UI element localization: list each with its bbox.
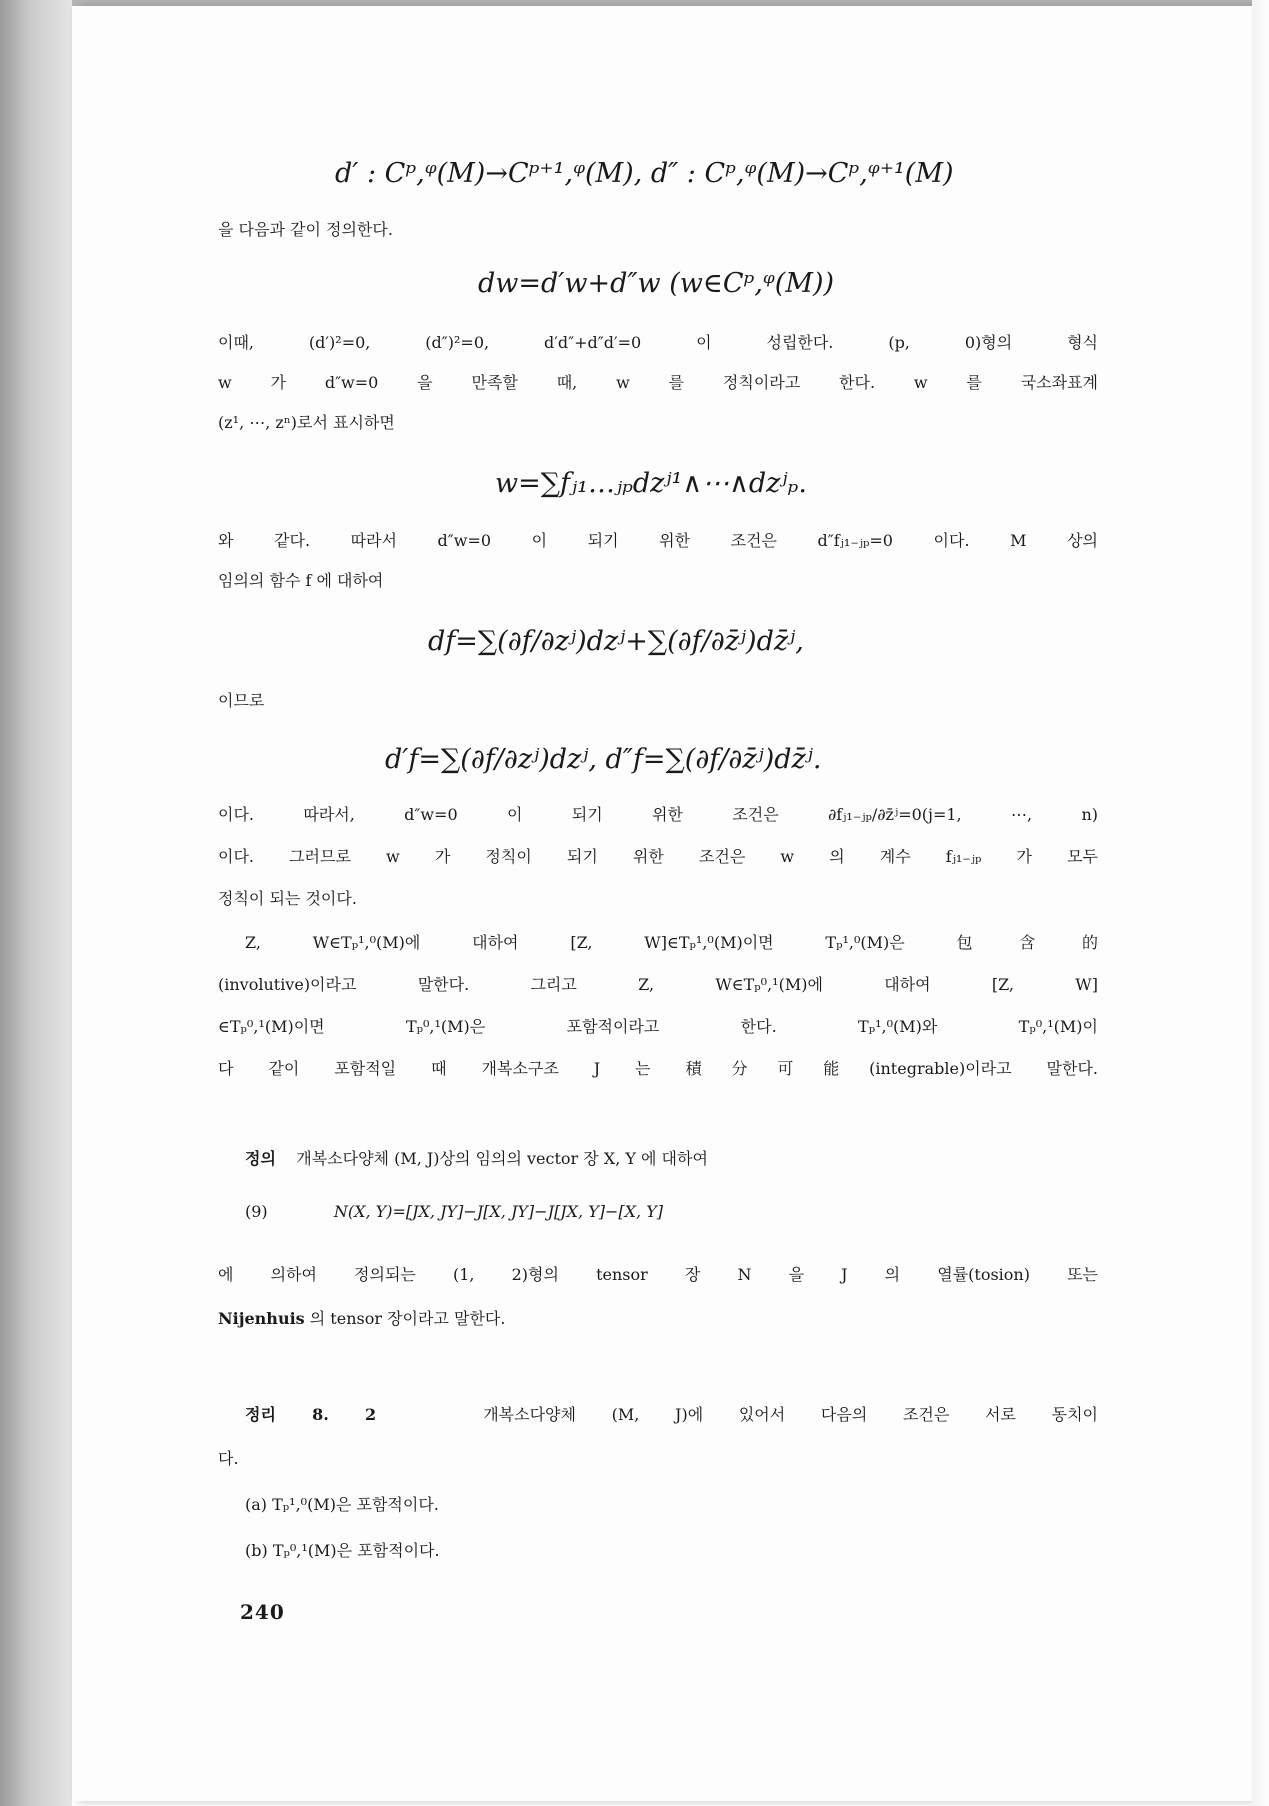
nijenhuis-name: Nijenhuis <box>218 1309 305 1328</box>
paragraph-line: 을 다음과 같이 정의한다. <box>218 220 393 239</box>
paragraph-line: 이므로 <box>218 691 265 710</box>
equation-w-sum: w=∑fⱼ₁…ⱼₚdzʲ¹∧⋯∧dzʲₚ. <box>495 468 807 499</box>
equation-number: (9) <box>245 1202 268 1221</box>
theorem-item-a: (a) Tₚ¹,⁰(M)은 포함적이다. <box>245 1495 439 1514</box>
paragraph-line: 이때, (d′)²=0, (d″)²=0, d′d″+d″d′=0 이 성립한다. (p, 0)형의 형식 <box>218 333 1098 352</box>
theorem-item-b: (b) Tₚ⁰,¹(M)은 포함적이다. <box>245 1541 440 1560</box>
paragraph-line: 이다. 그러므로 w 가 정칙이 되기 위한 조건은 w 의 계수 fⱼ₁₋ⱼₚ 가 모두 <box>218 847 1098 866</box>
theorem-text: 개복소다양체 (M, J)에 있어서 다음의 조건은 서로 동치이 <box>483 1405 1099 1424</box>
definition-label: 정의 <box>245 1149 276 1168</box>
definition-heading <box>245 1146 708 1169</box>
book-spine <box>0 0 72 1806</box>
page-number: 240 <box>240 1600 285 1624</box>
equation-differential-operators: d′ : Cᵖ,ᵠ(M)→Cᵖ⁺¹,ᵠ(M), d″ : Cᵖ,ᵠ(M)→Cᵖ,ᵠ⁺¹(M) <box>335 158 954 189</box>
paragraph-line: 에 의하여 정의되는 (1, 2)형의 tensor 장 N 을 J 의 열률(tosion) 또는 <box>218 1265 1098 1284</box>
paragraph-line: w 가 d″w=0 을 만족할 때, w 를 정칙이라고 한다. w 를 국소좌표계 <box>218 373 1098 392</box>
paragraph-line: (involutive)이라고 말한다. 그리고 Z, W∈Tₚ⁰,¹(M)에 대하여 [Z, W] <box>218 975 1098 994</box>
paragraph-line: 이다. 따라서, d″w=0 이 되기 위한 조건은 ∂fⱼ₁₋ⱼₚ/∂z̄ʲ=0(j=1, ⋯, n) <box>218 805 1098 824</box>
equation-dw: dw=d′w+d″w (w∈Cᵖ,ᵠ(M)) <box>478 268 835 299</box>
paragraph-line: 정칙이 되는 것이다. <box>218 889 357 908</box>
paragraph-text: 의 tensor 장이라고 말한다. <box>309 1309 506 1328</box>
paragraph-line: ∈Tₚ⁰,¹(M)이면 Tₚ⁰,¹(M)은 포함적이라고 한다. Tₚ¹,⁰(M)와 Tₚ⁰,¹(M)이 <box>218 1017 1098 1036</box>
theorem-label: 정리 8. 2 <box>245 1405 377 1424</box>
paragraph-line: (z¹, ⋯, zⁿ)로서 표시하면 <box>218 413 395 432</box>
paragraph-line: 와 같다. 따라서 d″w=0 이 되기 위한 조건은 d″fⱼ₁₋ⱼₚ=0 이다. M 상의 <box>218 531 1098 550</box>
paragraph-line <box>218 1306 505 1329</box>
theorem-heading <box>245 1402 1098 1425</box>
theorem-text-continued: 다. <box>218 1449 239 1468</box>
equation-df: df=∑(∂f/∂zʲ)dzʲ+∑(∂f/∂z̄ʲ)dz̄ʲ, <box>428 626 804 657</box>
paragraph-line: 임의의 함수 f 에 대하여 <box>218 571 384 590</box>
equation-dprime-f: d′f=∑(∂f/∂zʲ)dzʲ, d″f=∑(∂f/∂z̄ʲ)dz̄ʲ. <box>385 744 822 775</box>
equation-nijenhuis: N(X, Y)=[JX, JY]−J[X, JY]−J[JX, Y]−[X, Y] <box>333 1202 664 1221</box>
equation-nijenhuis-row <box>245 1202 663 1221</box>
definition-text: 개복소다양체 (M, J)상의 임의의 vector 장 X, Y 에 대하여 <box>296 1149 708 1168</box>
page-right-edge <box>1252 0 1269 1806</box>
paragraph-line: Z, W∈Tₚ¹,⁰(M)에 대하여 [Z, W]∈Tₚ¹,⁰(M)이면 Tₚ¹,⁰(M)은 包含的 <box>245 933 1098 952</box>
paragraph-line: 다 같이 포함적일 때 개복소구조 J 는 積分可能(integrable)이라고 말한다. <box>218 1059 1098 1078</box>
